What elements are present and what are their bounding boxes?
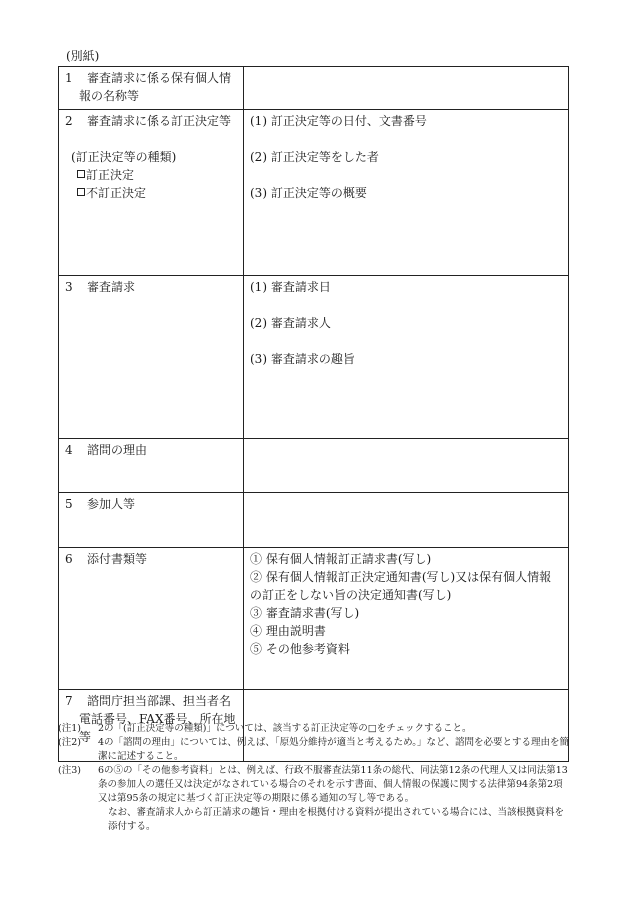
decision-type-non-correction[interactable] [65, 184, 237, 202]
decision-type-non-correction-label: 不訂正決定 [86, 186, 147, 200]
note-1-label: (注1) [58, 723, 81, 734]
decision-type-correction[interactable] [65, 166, 237, 184]
attachment-label: (別紙) [66, 49, 100, 63]
notes-section [58, 722, 572, 834]
note-2 [58, 736, 572, 764]
row-2-header [59, 110, 244, 276]
row-6-header [59, 548, 244, 690]
attachment-item-5: ⑤ その他参考資料 [250, 642, 350, 656]
note-3-label: (注3) [58, 765, 81, 776]
row-2-item-3: (3) 訂正決定等の概要 [250, 186, 367, 200]
form-row-3 [59, 276, 569, 439]
note-1 [58, 722, 572, 736]
form-row-6 [59, 548, 569, 690]
row-2-title: 審査請求に係る訂正決定等 [87, 114, 232, 128]
row-1-title: 審査請求に係る保有個人情報の名称等 [79, 71, 232, 103]
row-4-content[interactable] [244, 439, 569, 493]
non-correction-checkbox[interactable] [77, 188, 85, 196]
row-6-title: 添付書類等 [87, 552, 148, 566]
row-2-number: 2 [65, 114, 73, 128]
form-row-1 [59, 67, 569, 110]
row-3-item-1: (1) 審査請求日 [250, 280, 331, 294]
row-1-header [59, 67, 244, 110]
row-5-number: 5 [65, 497, 73, 511]
row-4-title: 諮問の理由 [87, 443, 148, 457]
correction-checkbox[interactable] [77, 170, 85, 178]
attachment-item-3: ③ 審査請求書(写し) [250, 606, 360, 620]
row-7-number: 7 [65, 694, 73, 708]
row-4-number: 4 [65, 443, 73, 457]
form-row-5 [59, 493, 569, 548]
row-3-item-2: (2) 審査請求人 [250, 316, 331, 330]
note-3-text: 6の⑤の「その他参考資料」とは、例えば、行政不服審査法第11条の総代、同法第12条の代理人又は同法第13条の参加人の選任又は決定がなされている場合のそれを示す書面、個人情報の保護に関する法律第94条第2項又は第95条の規定に基づく訂正決定等の期限に係る通知の写し等である。 [98, 765, 568, 804]
note-3-continuation: なお、審査請求人から訂正請求の趣旨・理由を根拠付ける資料が提出されている場合には、当該根拠資料を添付する。 [108, 807, 565, 832]
row-5-header [59, 493, 244, 548]
attachment-item-4: ④ 理由説明書 [250, 624, 326, 638]
row-3-title: 審査請求 [87, 280, 136, 294]
attachment-item-1: ① 保有個人情報訂正請求書(写し) [250, 552, 432, 566]
row-3-number: 3 [65, 280, 73, 294]
row-1-number: 1 [65, 71, 73, 85]
note-1-text: 2の「(訂正決定等の種類)」については、該当する訂正決定等の□をチェックすること。 [98, 723, 472, 734]
form-row-2 [59, 110, 569, 276]
row-4-header [59, 439, 244, 493]
decision-type-correction-label: 訂正決定 [86, 168, 135, 182]
referral-form-table [58, 66, 569, 762]
row-7-title: 諮問庁担当部課、担当者名 電話番号、FAX番号、所在地等 [79, 694, 236, 744]
attachment-item-2: ② 保有個人情報訂正決定通知書(写し)又は保有個人情報の訂正をしない旨の決定通知書(写し) [250, 570, 552, 602]
row-2-content[interactable] [244, 110, 569, 276]
row-3-header [59, 276, 244, 439]
row-6-content[interactable] [244, 548, 569, 690]
row-5-title: 参加人等 [87, 497, 136, 511]
row-2-item-1: (1) 訂正決定等の日付、文書番号 [250, 114, 427, 128]
note-3 [58, 764, 572, 806]
note-2-label: (注2) [58, 737, 81, 748]
row-6-number: 6 [65, 552, 73, 566]
decision-type-heading: (訂正決定等の種類) [71, 150, 177, 164]
row-3-content[interactable] [244, 276, 569, 439]
note-2-text: 4の「諮問の理由」については、例えば、「原処分維持が適当と考えるため。」など、諮問を必要とする理由を簡潔に記述すること。 [98, 737, 569, 762]
row-2-item-2: (2) 訂正決定等をした者 [250, 150, 379, 164]
row-3-item-3: (3) 審査請求の趣旨 [250, 352, 355, 366]
row-1-content[interactable] [244, 67, 569, 110]
form-row-4 [59, 439, 569, 493]
row-5-content[interactable] [244, 493, 569, 548]
